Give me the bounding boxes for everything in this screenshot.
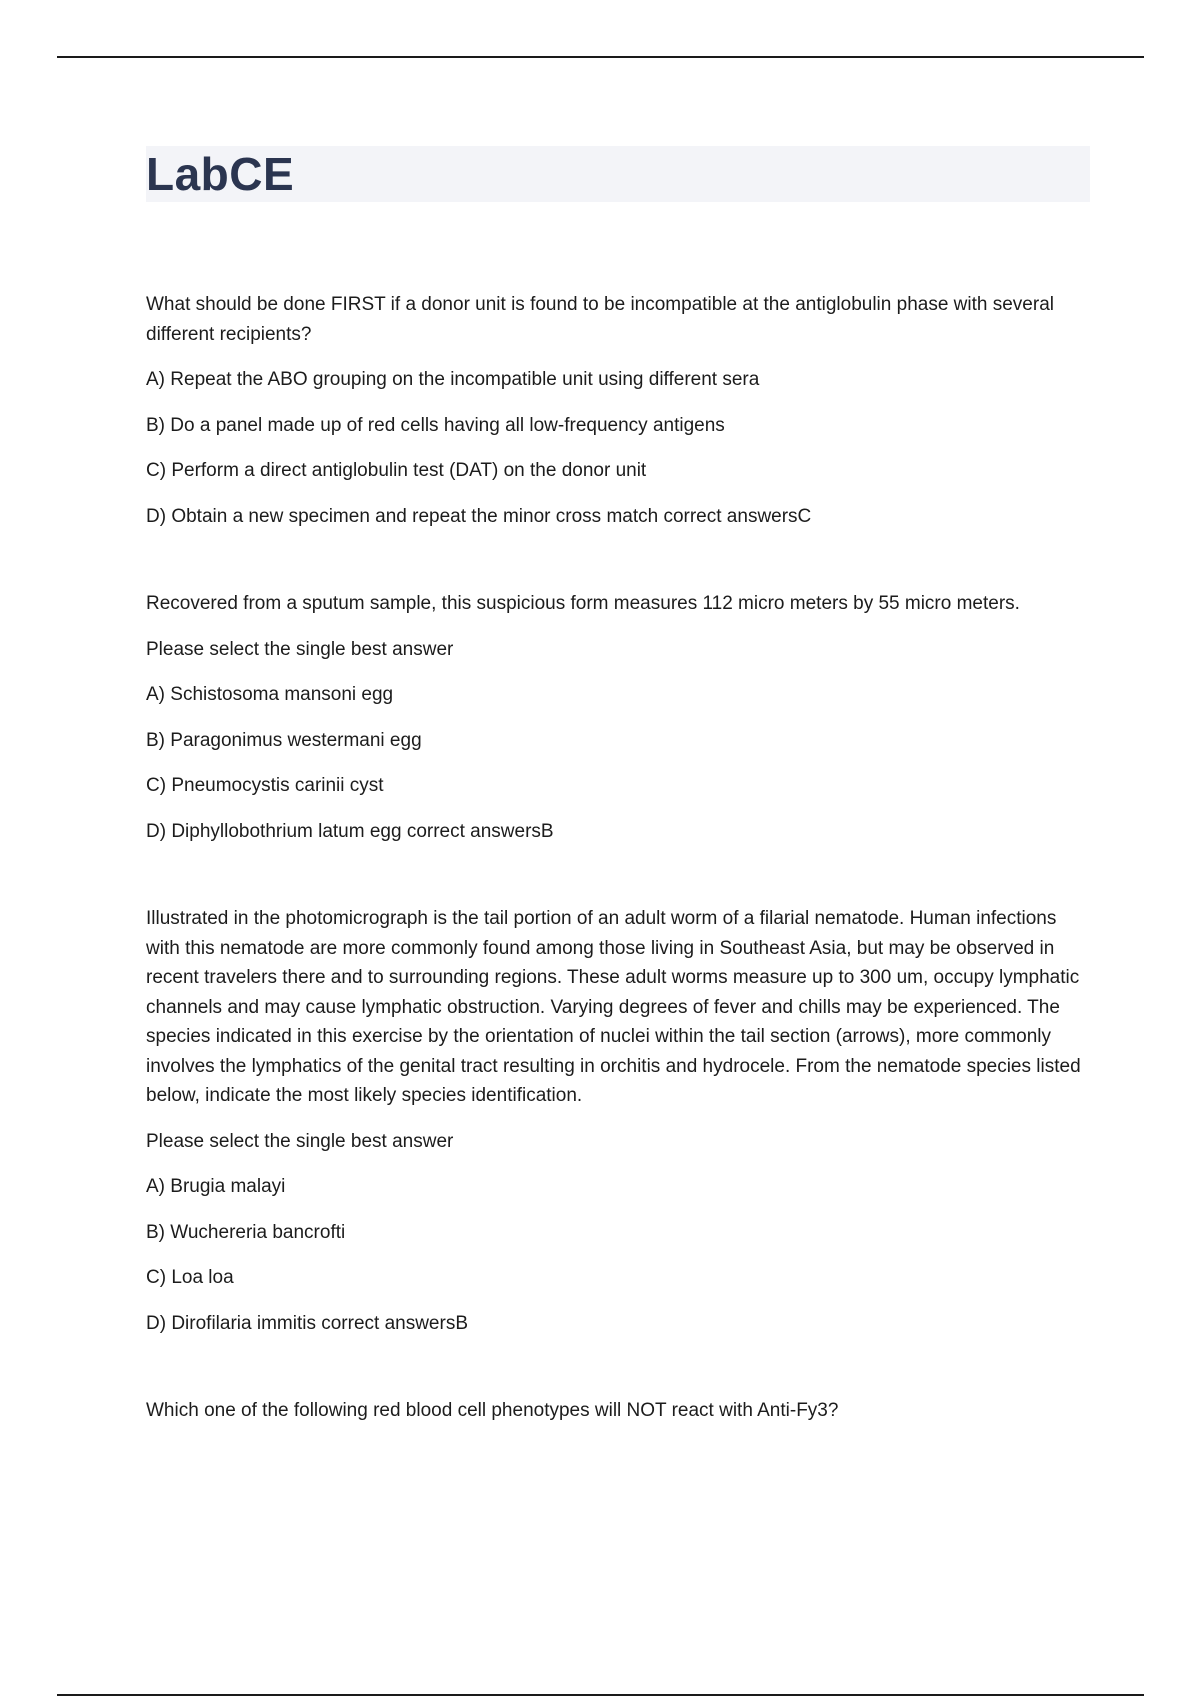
document-title: LabCE <box>146 148 295 200</box>
question-text: Recovered from a sputum sample, this suspicious form measures 112 micro meters by 55 micro meters. <box>146 593 1020 614</box>
question-instruction: Please select the single best answer <box>146 1130 454 1152</box>
question-1 <box>146 290 1090 531</box>
question-3 <box>146 904 1090 1338</box>
answer-option-b: B) Paragonimus westermani egg <box>146 729 422 751</box>
answer-option-c: C) Pneumocystis carinii cyst <box>146 775 384 796</box>
question-text: Which one of the following red blood cell phenotypes will NOT react with Anti-Fy3? <box>146 1400 839 1421</box>
answer-option-b: B) Wuchereria bancrofti <box>146 1221 346 1243</box>
answer-option-a: A) Repeat the ABO grouping on the incompatible unit using different sera <box>146 369 760 390</box>
question-instruction: Please select the single best answer <box>146 638 454 660</box>
top-divider <box>57 56 1144 58</box>
answer-option-d: D) Diphyllobothrium latum egg correct answersB <box>146 820 554 842</box>
question-4 <box>146 1396 1090 1426</box>
bottom-divider <box>57 1694 1144 1696</box>
question-list <box>146 290 1090 1426</box>
answer-option-a: A) Schistosoma mansoni egg <box>146 684 394 705</box>
answer-option-d: D) Dirofilaria immitis correct answersB <box>146 1312 468 1334</box>
answer-option-b: B) Do a panel made up of red cells having all low-frequency antigens <box>146 414 725 436</box>
answer-option-d: D) Obtain a new specimen and repeat the minor cross match correct answersC <box>146 505 812 527</box>
answer-option-a: A) Brugia malayi <box>146 1176 286 1197</box>
answer-option-c: C) Loa loa <box>146 1267 234 1288</box>
answer-option-c: C) Perform a direct antiglobulin test (DAT) on the donor unit <box>146 460 647 481</box>
question-text: Illustrated in the photomicrograph is the tail portion of an adult worm of a filarial nematode. Human infections with this nematode are more commonly found among those living in Southeast Asia, but may be observed in recent travelers there and to surrounding regions. These adult worms measure up to 300 um, occupy lymphatic channels and may cause lymphatic obstruction. Varying degrees of fever and chills may be experienced. The species indicated in this exercise by the orientation of nuclei within the tail section (arrows), more commonly involves the lymphatics of the genital tract resulting in orchitis and hydrocele. From the nematode species listed below, indicate the most likely species identification. <box>146 908 1081 1106</box>
question-text: What should be done FIRST if a donor unit is found to be incompatible at the antiglobulin phase with several different recipients? <box>146 294 1054 345</box>
question-2 <box>146 589 1090 846</box>
